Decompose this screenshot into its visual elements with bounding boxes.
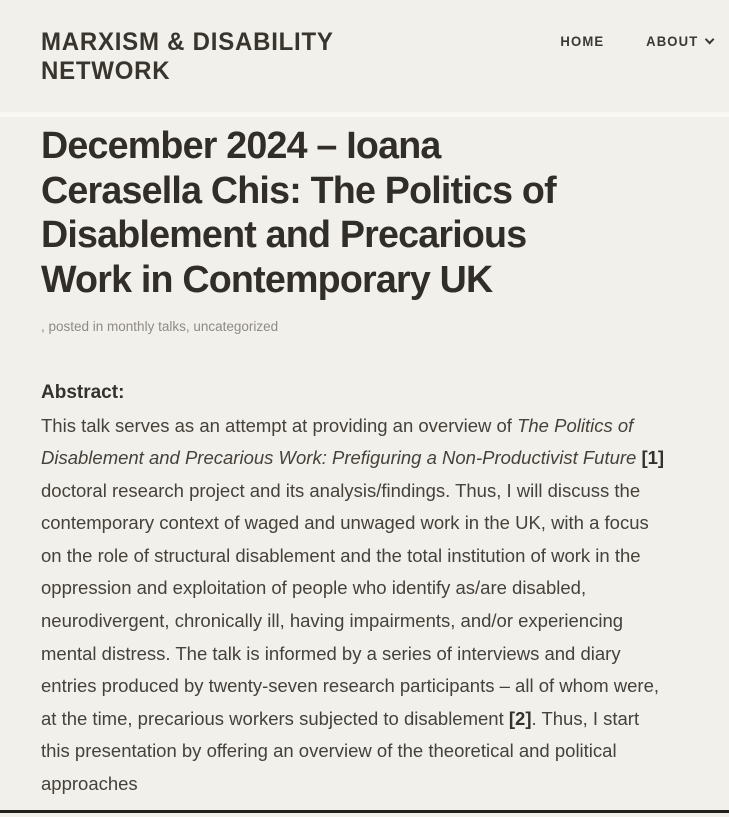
- footnote-ref-2[interactable]: [2]: [508, 707, 532, 729]
- nav-item-home[interactable]: [560, 34, 604, 49]
- post-title: [41, 124, 661, 302]
- window-bottom-edge: [0, 810, 729, 813]
- post-meta-prefix: , posted in: [41, 319, 108, 334]
- abstract-paragraph: [41, 410, 666, 801]
- post-meta: [41, 318, 667, 336]
- header-separator: [0, 112, 729, 117]
- footnote-ref-1[interactable]: [1]: [641, 447, 665, 469]
- category-link-monthly-talks[interactable]: monthly talks: [107, 319, 186, 334]
- body-text-segment: . Thus, I start this presentation by offering an overview of the theoretical and political approaches: [41, 707, 640, 795]
- body-text-segment: This talk serves as an attempt at providing an overview of: [41, 414, 518, 436]
- chevron-down-icon: [705, 35, 715, 45]
- main-nav: [559, 34, 713, 49]
- site-title-line-1: MARXISM & DISABILITY: [41, 28, 334, 56]
- project-title-italic: The Politics of Disablement and Precarious Work: Prefiguring a Non-Productivist Future: [41, 414, 637, 469]
- post-title-line-1: December 2024 – Ioana: [41, 125, 441, 167]
- nav-about-label: ABOUT: [646, 34, 699, 49]
- site-title-line-2: NETWORK: [41, 57, 171, 85]
- nav-item-about[interactable]: [646, 34, 713, 49]
- post-meta-separator: ,: [185, 319, 194, 334]
- post-title-line-2: Cerasella Chis: The Politics of: [41, 169, 556, 212]
- abstract-heading: Abstract:: [41, 382, 125, 403]
- post-article: [0, 124, 729, 801]
- post-title-line-3: Disablement and Precarious: [41, 214, 527, 256]
- post-title-line-4: Work in Contemporary UK: [41, 258, 493, 301]
- body-text-segment: doctoral research project and its analysis/findings. Thus, I will discuss the contemporary context of waged and unwaged work in the UK, with a focus on the role of structural disablement and the total institution of work in the oppression and exploitation of people who identify as/are disabled, neurodivergent, chronically ill, having impairments, and/or experiencing mental distress. The talk is informed by a series of interviews and diary entries produced by twenty-seven research participants – all of whom were, at the time, precarious workers subjected to disablement: [41, 479, 659, 729]
- category-link-uncategorized[interactable]: uncategorized: [193, 319, 279, 334]
- nav-home-label: HOME: [560, 34, 604, 49]
- site-header: [0, 0, 729, 112]
